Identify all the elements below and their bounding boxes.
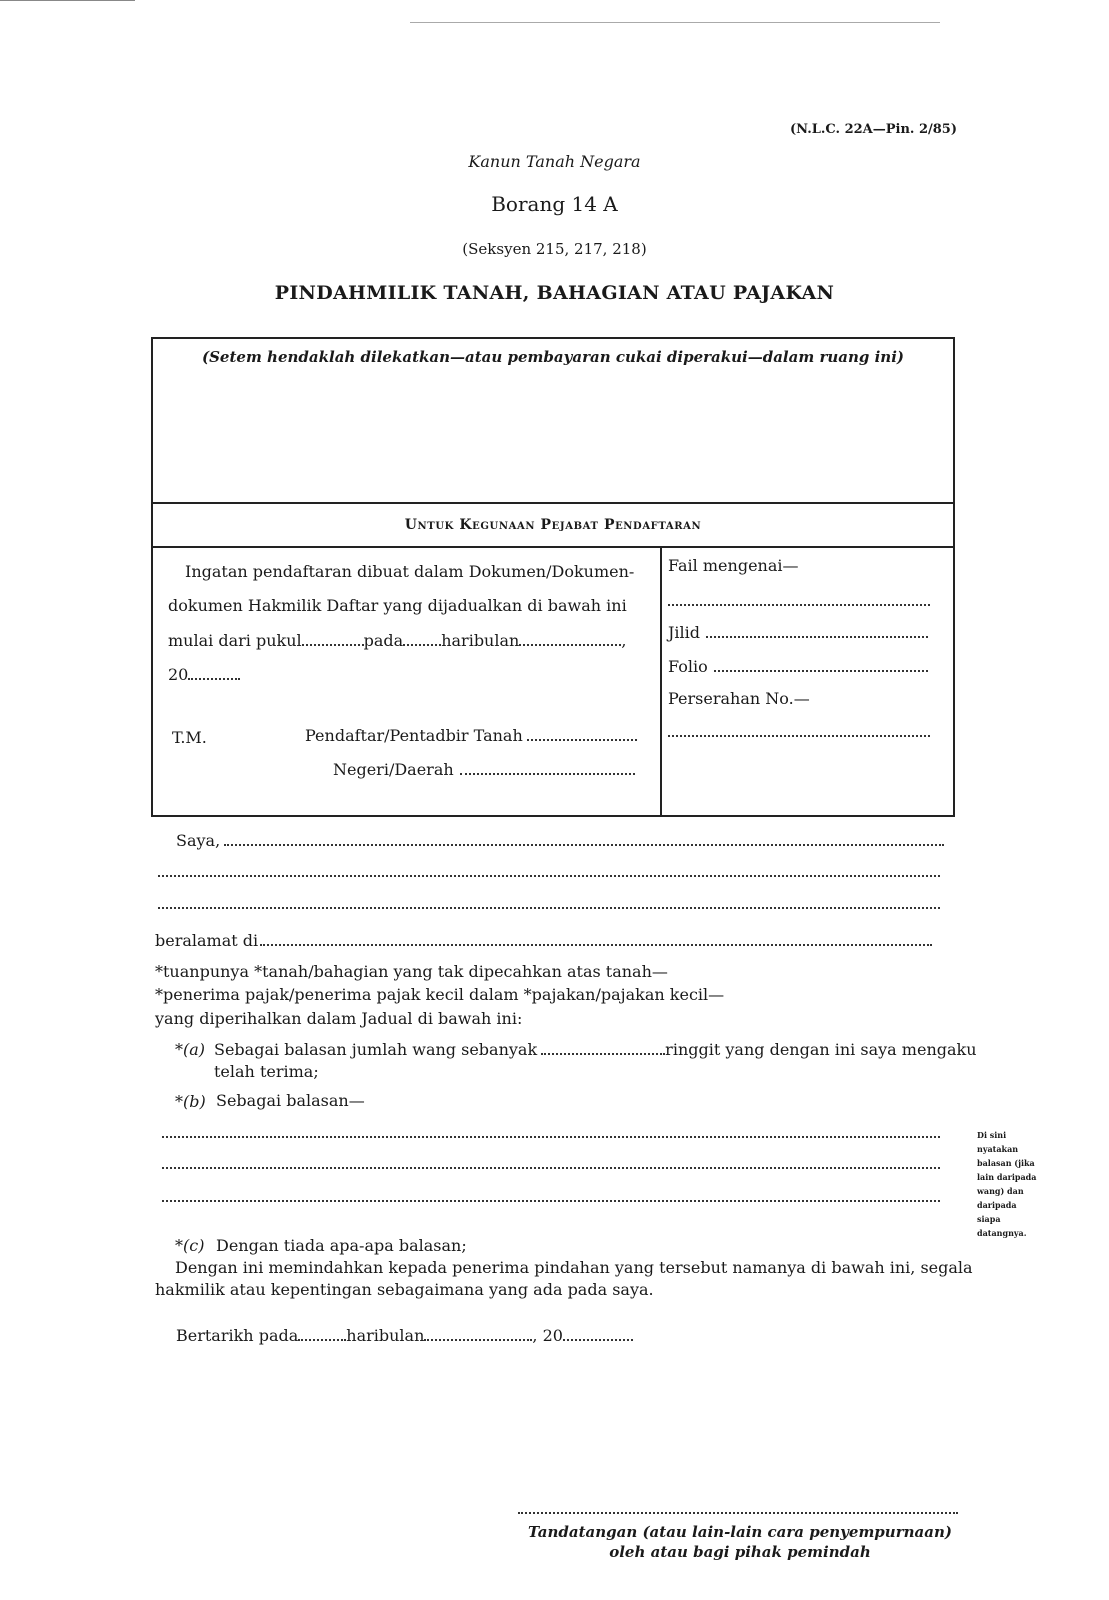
- sections: (Seksyen 215, 217, 218): [462, 240, 647, 258]
- option-a-label: *(a): [175, 1040, 206, 1059]
- signature-field[interactable]: [518, 1512, 958, 1514]
- registration-line-3: mulai dari pukul pada haribulan ,: [168, 631, 627, 650]
- file-line: [668, 590, 930, 611]
- name-field-2[interactable]: [158, 861, 940, 877]
- amount-field[interactable]: [541, 1039, 665, 1055]
- name-field[interactable]: [224, 830, 944, 846]
- address-field[interactable]: [260, 930, 932, 946]
- registration-line-1: Ingatan pendaftaran dibuat dalam Dokumen/Dokumen-: [185, 562, 635, 581]
- signature-caption: [520, 1522, 960, 1562]
- registrar-line: Pendaftar/Pentadbir Tanah: [305, 725, 637, 746]
- month-field[interactable]: [519, 630, 621, 646]
- consideration-line-1: [162, 1122, 940, 1143]
- tm-label: T.M.: [172, 728, 207, 747]
- year-line: 20: [168, 664, 240, 685]
- dated-year-field[interactable]: [563, 1325, 633, 1341]
- stamp-note: (Setem hendaklah dilekatkan—atau pembayaran cukai diperakui—dalam ruang ini): [202, 348, 904, 366]
- state-line: Negeri/Daerah: [333, 759, 635, 780]
- consideration-field-1[interactable]: [162, 1122, 940, 1138]
- dated-day-field[interactable]: [298, 1325, 346, 1341]
- described-line: yang diperihalkan dalam Jadual di bawah ini:: [155, 1009, 523, 1028]
- consideration-line-3: [162, 1186, 940, 1207]
- consideration-field-2[interactable]: [162, 1153, 940, 1169]
- presentation-label: Perserahan No.—: [668, 689, 810, 708]
- year-field[interactable]: [188, 664, 240, 680]
- option-a-line: Sebagai balasan jumlah wang sebanyak ringgit yang dengan ini saya mengaku: [214, 1040, 977, 1059]
- column-divider: [660, 546, 662, 817]
- state-field[interactable]: [460, 759, 635, 775]
- option-b-text: Sebagai balasan—: [216, 1091, 365, 1110]
- option-c-text: Dengan tiada apa-apa balasan;: [216, 1236, 467, 1255]
- scan-edge-line: [410, 22, 940, 23]
- transfer-line-1: Dengan ini memindahkan kepada penerima pindahan yang tersebut namanya di bawah ini, segala: [175, 1258, 973, 1277]
- name-line-2: [158, 861, 940, 882]
- day-field[interactable]: [403, 630, 441, 646]
- signature-caption-line-1: Tandatangan (atau lain-lain cara penyempurnaan): [528, 1523, 952, 1541]
- page-title: PINDAHMILIK TANAH, BAHAGIAN ATAU PAJAKAN: [274, 282, 835, 304]
- option-c-label: *(c): [175, 1236, 205, 1255]
- file-label: Fail mengenai—: [668, 556, 799, 575]
- option-b-label: *(b): [175, 1092, 206, 1111]
- registration-line-2: dokumen Hakmilik Daftar yang dijadualkan di bawah ini: [168, 596, 627, 615]
- saya-line: Saya,: [176, 830, 944, 851]
- divider: [151, 502, 955, 504]
- presentation-line: [668, 721, 930, 742]
- dated-line: Bertarikh pada haribulan , 20: [176, 1325, 633, 1346]
- consideration-field-3[interactable]: [162, 1186, 940, 1202]
- time-field[interactable]: [302, 630, 364, 646]
- form-reference: (N.L.C. 22A—Pin. 2/85): [790, 122, 957, 137]
- name-line-3: [158, 893, 940, 914]
- folio-field[interactable]: [714, 656, 928, 672]
- file-field[interactable]: [668, 590, 930, 606]
- address-line: beralamat di: [155, 930, 932, 951]
- consideration-line-2: [162, 1153, 940, 1174]
- divider: [151, 546, 955, 548]
- presentation-field[interactable]: [668, 721, 930, 737]
- form-number: Borang 14 A: [491, 192, 618, 216]
- lessee-line: *penerima pajak/penerima pajak kecil dalam *pajakan/pajakan kecil—: [155, 985, 725, 1004]
- registrar-field[interactable]: [527, 725, 637, 741]
- margin-note: Di sini nyatakan balasan (jika lain daripada wang) dan daripada siapa datangnya.: [977, 1130, 1037, 1238]
- dated-month-field[interactable]: [424, 1325, 532, 1341]
- office-use-heading: Untuk Kegunaan Pejabat Pendaftaran: [404, 517, 702, 533]
- jilid-line: Jilid: [668, 622, 928, 643]
- signature-caption-line-2: oleh atau bagi pihak pemindah: [609, 1543, 871, 1561]
- option-a-line-2: telah terima;: [214, 1062, 319, 1081]
- transfer-line-2: hakmilik atau kepentingan sebagaimana yang ada pada saya.: [155, 1280, 654, 1299]
- name-field-3[interactable]: [158, 893, 940, 909]
- folio-line: Folio: [668, 656, 928, 677]
- scan-edge-line: [0, 0, 135, 1]
- act-name: Kanun Tanah Negara: [468, 152, 641, 171]
- jilid-field[interactable]: [706, 622, 928, 638]
- owner-line: *tuanpunya *tanah/bahagian yang tak dipecahkan atas tanah—: [155, 962, 668, 981]
